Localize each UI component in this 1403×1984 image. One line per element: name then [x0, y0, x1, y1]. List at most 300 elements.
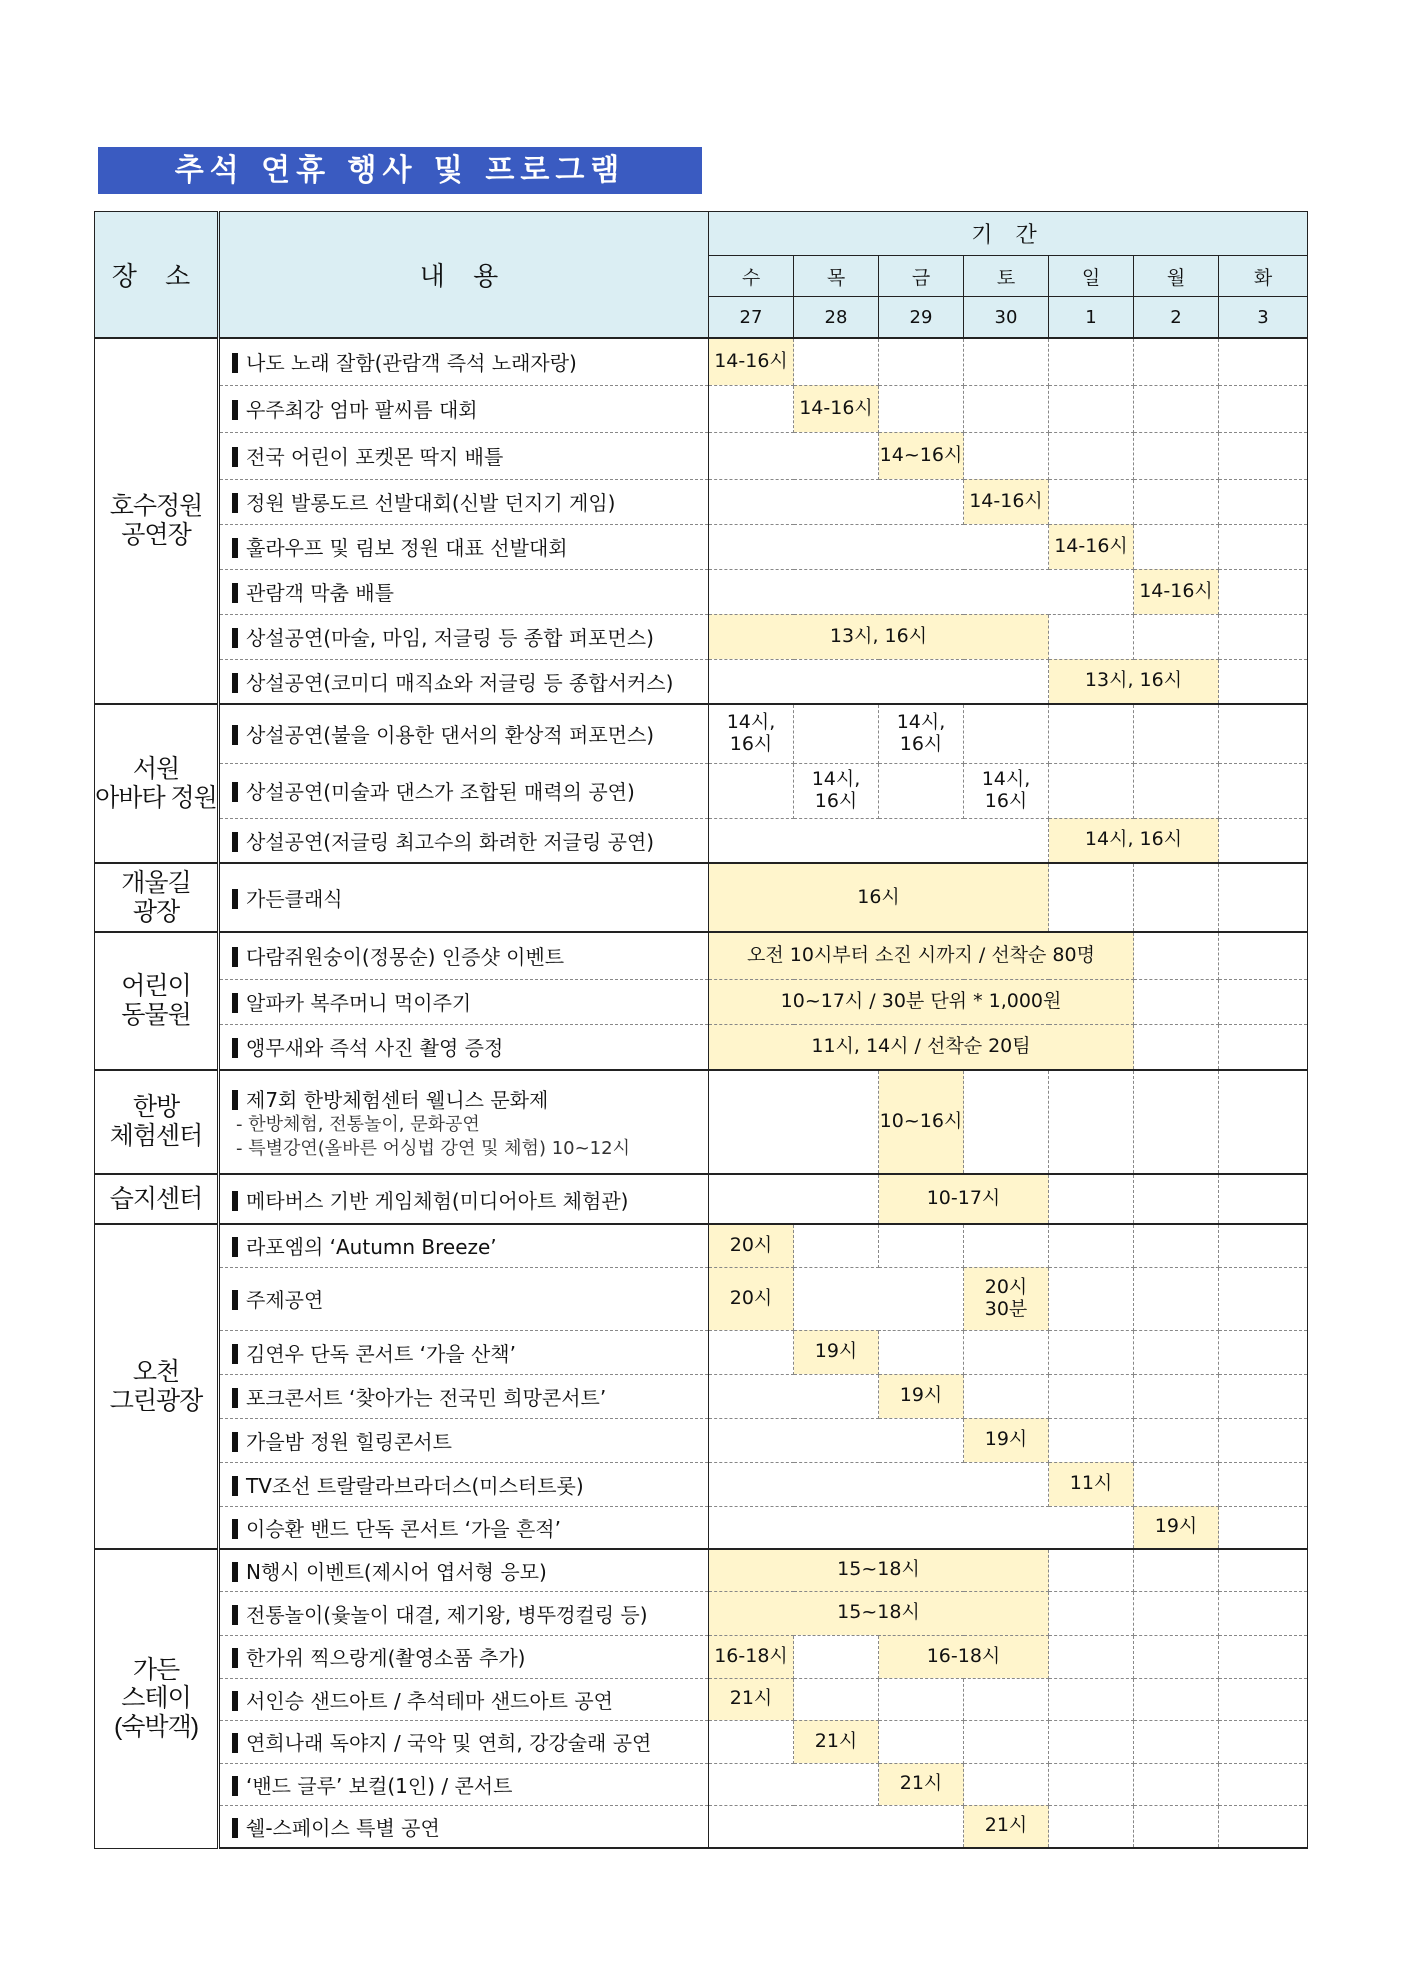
schedule-time: 11시 [1049, 1462, 1134, 1506]
table-row [95, 863, 1308, 932]
schedule-empty [1134, 338, 1219, 385]
program-cell [219, 1024, 709, 1070]
program-cell [219, 1678, 709, 1720]
table-row [95, 1024, 1308, 1070]
schedule-empty [1219, 569, 1308, 614]
schedule-time: 14시, 16시 [794, 763, 879, 818]
table-row [95, 338, 1308, 385]
schedule-empty [794, 1267, 964, 1330]
table-row [95, 1224, 1308, 1267]
venue-cell: 가든 스테이 (숙박객) [95, 1549, 219, 1848]
schedule-empty [1134, 479, 1219, 524]
bullet-icon [232, 1432, 238, 1452]
schedule-empty [1134, 1549, 1219, 1591]
header-date: 30 [964, 297, 1049, 339]
schedule-time: 14시, 16시 [964, 763, 1049, 818]
program-title: 관람객 막춤 배틀 [246, 581, 394, 605]
table-row [95, 1462, 1308, 1506]
program-title: 가을밤 정원 힐링콘서트 [246, 1429, 452, 1454]
schedule-empty [709, 763, 794, 818]
table-row [95, 524, 1308, 569]
schedule-empty [1134, 1635, 1219, 1678]
schedule-time: 19시 [1134, 1506, 1219, 1549]
schedule-empty [1134, 385, 1219, 432]
header-day: 화 [1219, 256, 1308, 297]
program-title: 알파카 복주머니 먹이주기 [246, 991, 472, 1015]
venue-cell: 어린이 동물원 [95, 932, 219, 1070]
schedule-empty [879, 1678, 964, 1720]
program-cell [219, 432, 709, 479]
program-cell [219, 524, 709, 569]
schedule-empty [879, 385, 964, 432]
schedule-empty [1049, 1763, 1134, 1805]
program-title: 상설공연(저글링 최고수의 화려한 저글링 공연) [246, 829, 655, 854]
program-title: 라포엠의 ‘Autumn Breeze’ [246, 1235, 497, 1260]
schedule-empty [1134, 1330, 1219, 1374]
schedule-time: 오전 10시부터 소진 시까지 / 선착순 80명 [709, 932, 1134, 979]
schedule-time: 21시 [879, 1763, 964, 1805]
table-row [95, 479, 1308, 524]
program-cell [219, 1720, 709, 1763]
program-cell [219, 1070, 709, 1174]
schedule-empty [1219, 659, 1308, 704]
header-date: 2 [1134, 297, 1219, 339]
bullet-icon [232, 1038, 238, 1058]
schedule-empty [1219, 932, 1308, 979]
schedule-empty [709, 659, 1049, 704]
schedule-time: 20시 30분 [964, 1267, 1049, 1330]
program-detail: - 특별강연(올바른 어싱법 강연 및 체험) 10~12시 [236, 1137, 630, 1159]
program-title: 상설공연(미술과 댄스가 조합된 매력의 공연) [246, 780, 635, 804]
venue-cell: 오천 그린광장 [95, 1224, 219, 1549]
header-period: 기 간 [709, 212, 1308, 256]
schedule-time: 14-16시 [964, 479, 1049, 524]
table-row [95, 432, 1308, 479]
schedule-empty [1219, 1549, 1308, 1591]
program-title: 한가위 찍으랑게(촬영소품 추가) [246, 1646, 526, 1670]
program-title: 상설공연(마술, 마임, 저글링 등 종합 퍼포먼스) [246, 626, 654, 650]
schedule-empty [709, 524, 1049, 569]
table-row [95, 1678, 1308, 1720]
program-cell [219, 569, 709, 614]
program-title: 다람쥐원숭이(정몽순) 인증샷 이벤트 [246, 945, 565, 970]
program-cell [219, 932, 709, 979]
schedule-empty [1219, 1374, 1308, 1418]
header-date: 28 [794, 297, 879, 339]
venue-cell: 호수정원 공연장 [95, 338, 219, 704]
bullet-icon [232, 628, 238, 648]
page-title: 추석 연휴 행사 및 프로그램 [98, 147, 702, 194]
schedule-time: 14-16시 [709, 338, 794, 385]
schedule-empty [1134, 432, 1219, 479]
table-row [95, 1418, 1308, 1462]
table-row [95, 1763, 1308, 1805]
schedule-empty [1219, 1763, 1308, 1805]
schedule-empty [1219, 1635, 1308, 1678]
schedule-time: 10~16시 [879, 1070, 964, 1174]
bullet-icon [232, 447, 238, 467]
schedule-empty [1134, 763, 1219, 818]
program-title: 포크콘서트 ‘찾아가는 전국민 희망콘서트’ [246, 1385, 607, 1410]
schedule-empty [1134, 932, 1219, 979]
schedule-empty [709, 1763, 879, 1805]
program-detail: - 한방체험, 전통놀이, 문화공연 [236, 1114, 480, 1136]
schedule-empty [1219, 1024, 1308, 1070]
schedule-empty [1049, 1070, 1134, 1174]
schedule-time: 14-16시 [794, 385, 879, 432]
venue-cell: 한방 체험센터 [95, 1070, 219, 1174]
schedule-empty [709, 818, 1049, 863]
schedule-empty [1134, 1374, 1219, 1418]
program-cell [219, 1635, 709, 1678]
schedule-empty [709, 1374, 879, 1418]
bullet-icon [232, 1519, 238, 1539]
bullet-icon [232, 782, 238, 802]
bullet-icon [232, 1605, 238, 1625]
schedule-empty [1049, 614, 1134, 659]
header-date: 27 [709, 297, 794, 339]
schedule-time: 10~17시 / 30분 단위 * 1,000원 [709, 979, 1134, 1024]
schedule-time: 13시, 16시 [1049, 659, 1219, 704]
schedule-empty [1219, 1224, 1308, 1267]
schedule-time: 16시 [709, 863, 1049, 932]
bullet-icon [232, 1290, 238, 1310]
program-cell [219, 614, 709, 659]
bullet-icon [232, 1733, 238, 1753]
schedule-empty [1219, 863, 1308, 932]
program-cell [219, 338, 709, 385]
schedule-empty [1049, 479, 1134, 524]
bullet-icon [232, 1090, 238, 1110]
program-title: 연희나래 독야지 / 국악 및 연희, 강강술래 공연 [246, 1731, 652, 1755]
schedule-empty [794, 1224, 879, 1267]
program-title: 훌라우프 및 림보 정원 대표 선발대회 [246, 536, 568, 560]
schedule-empty [1049, 1224, 1134, 1267]
table-row [95, 1174, 1308, 1224]
bullet-icon [232, 538, 238, 558]
table-row [95, 1549, 1308, 1591]
schedule-empty [964, 1070, 1049, 1174]
program-cell [219, 763, 709, 818]
schedule-empty [709, 1720, 794, 1763]
schedule-time: 21시 [964, 1805, 1049, 1848]
schedule-empty [1049, 1549, 1134, 1591]
program-title: 가든클래식 [246, 887, 343, 911]
schedule-empty [1134, 1462, 1219, 1506]
bullet-icon [232, 583, 238, 603]
bullet-icon [232, 1562, 238, 1582]
schedule-empty [1049, 1591, 1134, 1635]
bullet-icon [232, 1776, 238, 1796]
header-date: 29 [879, 297, 964, 339]
schedule-empty [1219, 1267, 1308, 1330]
program-title: 김연우 단독 콘서트 ‘가을 산책’ [246, 1341, 516, 1366]
table-row [95, 569, 1308, 614]
schedule-empty [1049, 863, 1134, 932]
table-row [95, 1330, 1308, 1374]
schedule-empty [1134, 1678, 1219, 1720]
header-day: 목 [794, 256, 879, 297]
program-title: 전국 어린이 포켓몬 딱지 배틀 [246, 445, 504, 469]
bullet-icon [232, 993, 238, 1013]
schedule-empty [1219, 1070, 1308, 1174]
bullet-icon [232, 1344, 238, 1364]
program-title: 상설공연(불을 이용한 댄서의 환상적 퍼포먼스) [246, 723, 655, 748]
schedule-empty [1219, 524, 1308, 569]
schedule-empty [1049, 1720, 1134, 1763]
program-cell [219, 1506, 709, 1549]
bullet-icon [232, 1388, 238, 1408]
program-cell [219, 863, 709, 932]
schedule-empty [964, 1374, 1049, 1418]
schedule-empty [1049, 1267, 1134, 1330]
schedule-empty [794, 1635, 879, 1678]
program-cell [219, 1374, 709, 1418]
schedule-empty [1134, 1070, 1219, 1174]
schedule-empty [1219, 1805, 1308, 1848]
program-title: 주제공연 [246, 1288, 324, 1312]
schedule-time: 14시, 16시 [709, 704, 794, 763]
schedule-time: 14~16시 [879, 432, 964, 479]
schedule-empty [1134, 1591, 1219, 1635]
bullet-icon [232, 832, 238, 852]
schedule-empty [709, 385, 794, 432]
schedule-empty [794, 1678, 879, 1720]
bullet-icon [232, 725, 238, 745]
schedule-empty [1219, 1720, 1308, 1763]
schedule-time: 14시, 16시 [1049, 818, 1219, 863]
schedule-empty [1049, 338, 1134, 385]
schedule-empty [1049, 1678, 1134, 1720]
program-cell [219, 659, 709, 704]
bullet-icon [232, 673, 238, 693]
bullet-icon [232, 400, 238, 420]
schedule-empty [1049, 432, 1134, 479]
schedule-empty [709, 569, 1134, 614]
schedule-empty [1134, 1267, 1219, 1330]
program-cell [219, 1462, 709, 1506]
header-date: 3 [1219, 297, 1308, 339]
program-title: ‘밴드 글루’ 보컬(1인) / 콘서트 [246, 1773, 513, 1798]
schedule-empty [1049, 1374, 1134, 1418]
program-cell [219, 1174, 709, 1224]
header-day: 금 [879, 256, 964, 297]
schedule-empty [1219, 704, 1308, 763]
schedule-empty [1049, 704, 1134, 763]
schedule-empty [1219, 1330, 1308, 1374]
bullet-icon [232, 493, 238, 513]
program-title: 전통놀이(윷놀이 대결, 제기왕, 병뚜껑컬링 등) [246, 1602, 648, 1627]
program-title: 이승환 밴드 단독 콘서트 ‘가을 흔적’ [246, 1516, 561, 1541]
schedule-empty [1049, 763, 1134, 818]
schedule-empty [1134, 524, 1219, 569]
schedule-empty [879, 1224, 964, 1267]
schedule-empty [964, 338, 1049, 385]
schedule-time: 16-18시 [709, 1635, 794, 1678]
table-row [95, 1374, 1308, 1418]
program-title: 서인승 샌드아트 / 추석테마 샌드아트 공연 [246, 1688, 613, 1713]
schedule-time: 19시 [879, 1374, 964, 1418]
schedule-empty [1219, 338, 1308, 385]
schedule-time: 15~18시 [709, 1549, 1049, 1591]
schedule-empty [709, 1070, 879, 1174]
program-cell [219, 1591, 709, 1635]
schedule-empty [709, 1805, 964, 1848]
bullet-icon [232, 1691, 238, 1711]
program-cell [219, 704, 709, 763]
program-title: TV조선 트랄랄라브라더스(미스터트롯) [246, 1473, 584, 1498]
header-venue: 장 소 [95, 212, 219, 339]
header-day: 월 [1134, 256, 1219, 297]
schedule-empty [1219, 479, 1308, 524]
program-cell [219, 1763, 709, 1805]
table-row [95, 1720, 1308, 1763]
schedule-time: 11시, 14시 / 선착순 20팀 [709, 1024, 1134, 1070]
schedule-time: 14시, 16시 [879, 704, 964, 763]
schedule-empty [1134, 979, 1219, 1024]
schedule-empty [1049, 1418, 1134, 1462]
schedule-empty [1219, 1506, 1308, 1549]
schedule-time: 15~18시 [709, 1591, 1049, 1635]
schedule-time: 20시 [709, 1224, 794, 1267]
schedule-empty [1219, 763, 1308, 818]
table-row [95, 1267, 1308, 1330]
schedule-empty [1219, 1591, 1308, 1635]
table-row [95, 818, 1308, 863]
schedule-empty [1134, 1418, 1219, 1462]
schedule-empty [1219, 432, 1308, 479]
bullet-icon [232, 889, 238, 909]
schedule-time: 20시 [709, 1267, 794, 1330]
schedule-empty [1049, 1635, 1134, 1678]
program-title: 메타버스 기반 게임체험(미디어아트 체험관) [246, 1188, 629, 1213]
table-row [95, 1070, 1308, 1174]
table-row [95, 1591, 1308, 1635]
table-row [95, 1805, 1308, 1848]
schedule-empty [1219, 385, 1308, 432]
bullet-icon [232, 947, 238, 967]
schedule-empty [1134, 1805, 1219, 1848]
schedule-empty [1219, 1418, 1308, 1462]
program-title: 앵무새와 즉석 사진 촬영 증정 [246, 1036, 504, 1061]
schedule-empty [964, 1224, 1049, 1267]
schedule-time: 19시 [964, 1418, 1049, 1462]
schedule-empty [1049, 1805, 1134, 1848]
schedule-empty [1049, 1330, 1134, 1374]
table-row [95, 932, 1308, 979]
bullet-icon [232, 1648, 238, 1668]
schedule-empty [879, 763, 964, 818]
schedule-empty [964, 1678, 1049, 1720]
bullet-icon [232, 353, 238, 373]
program-title: 제7회 한방체험센터 웰니스 문화제 [246, 1088, 549, 1113]
schedule-empty [709, 479, 964, 524]
schedule-empty [879, 1720, 964, 1763]
program-title: 정원 발롱도르 선발대회(신발 던지기 게임) [246, 491, 616, 515]
schedule-empty [1134, 1224, 1219, 1267]
schedule-empty [709, 1174, 879, 1224]
schedule-empty [1219, 1462, 1308, 1506]
schedule-empty [1134, 1024, 1219, 1070]
program-title: 우주최강 엄마 팔씨름 대회 [246, 398, 478, 422]
schedule-empty [1049, 385, 1134, 432]
schedule-empty [709, 1418, 964, 1462]
table-row [95, 385, 1308, 432]
schedule-empty [709, 1506, 1134, 1549]
table-row [95, 1506, 1308, 1549]
schedule-empty [1219, 614, 1308, 659]
schedule-time: 21시 [709, 1678, 794, 1720]
program-title: N행시 이벤트(제시어 엽서형 응모) [246, 1559, 547, 1584]
schedule-time: 14-16시 [1134, 569, 1219, 614]
header-day: 수 [709, 256, 794, 297]
schedule-empty [964, 432, 1049, 479]
program-title: 쉘-스페이스 특별 공연 [246, 1815, 440, 1840]
schedule-time: 16-18시 [879, 1635, 1049, 1678]
schedule-time: 13시, 16시 [709, 614, 1049, 659]
schedule-table [94, 211, 1308, 1849]
schedule-time: 19시 [794, 1330, 879, 1374]
schedule-empty [794, 704, 879, 763]
schedule-empty [1134, 614, 1219, 659]
program-cell [219, 1418, 709, 1462]
bullet-icon [232, 1818, 238, 1838]
schedule-empty [964, 704, 1049, 763]
schedule-empty [1219, 818, 1308, 863]
schedule-empty [709, 1330, 794, 1374]
schedule-empty [794, 338, 879, 385]
header-date: 1 [1049, 297, 1134, 339]
table-row [95, 1635, 1308, 1678]
venue-cell: 서원 아바타 정원 [95, 704, 219, 863]
table-row [95, 659, 1308, 704]
schedule-empty [1134, 1763, 1219, 1805]
program-cell [219, 1330, 709, 1374]
schedule-time: 21시 [794, 1720, 879, 1763]
program-cell [219, 1224, 709, 1267]
header-day: 일 [1049, 256, 1134, 297]
schedule-empty [1134, 1174, 1219, 1224]
bullet-icon [232, 1476, 238, 1496]
schedule-empty [964, 1763, 1049, 1805]
program-cell [219, 979, 709, 1024]
venue-cell: 개울길 광장 [95, 863, 219, 932]
schedule-empty [1134, 704, 1219, 763]
program-title: 나도 노래 잘함(관람객 즉석 노래자랑) [246, 351, 577, 376]
schedule-empty [964, 385, 1049, 432]
schedule-time: 10-17시 [879, 1174, 1049, 1224]
schedule-time: 14-16시 [1049, 524, 1134, 569]
schedule-empty [1219, 1174, 1308, 1224]
header-content: 내 용 [219, 212, 709, 339]
schedule-empty [1049, 1174, 1134, 1224]
program-title: 상설공연(코미디 매직쇼와 저글링 등 종합서커스) [246, 670, 674, 695]
schedule-empty [879, 1330, 964, 1374]
table-row [95, 704, 1308, 763]
table-row [95, 763, 1308, 818]
program-cell [219, 479, 709, 524]
program-cell [219, 1805, 709, 1848]
schedule-empty [1219, 979, 1308, 1024]
venue-cell: 습지센터 [95, 1174, 219, 1224]
program-cell [219, 385, 709, 432]
bullet-icon [232, 1191, 238, 1211]
program-cell [219, 1267, 709, 1330]
table-row [95, 614, 1308, 659]
schedule-empty [1219, 1678, 1308, 1720]
bullet-icon [232, 1237, 238, 1257]
schedule-empty [1134, 863, 1219, 932]
